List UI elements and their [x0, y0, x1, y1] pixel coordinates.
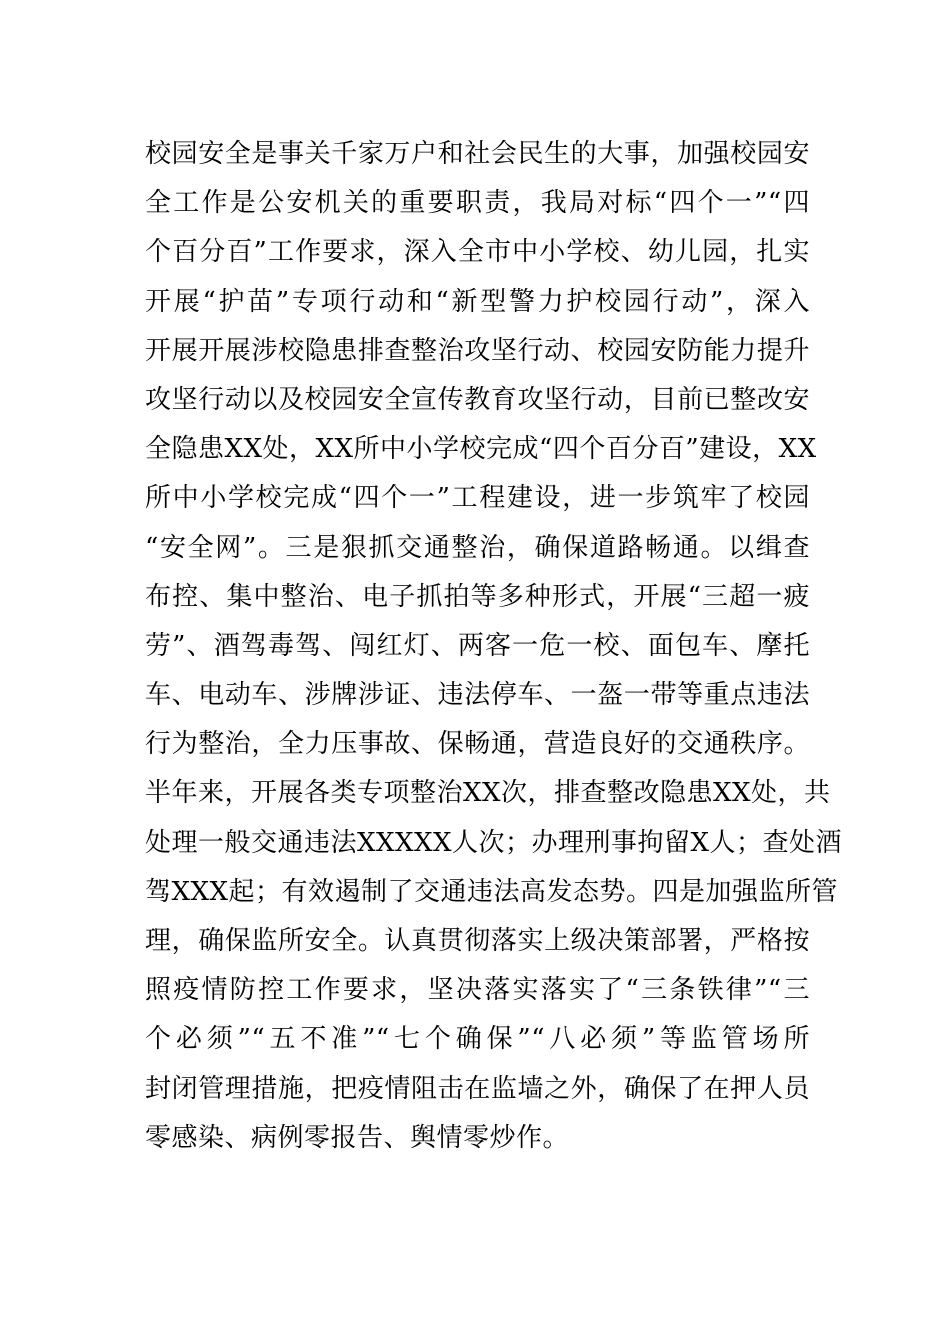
text-line: 个百分百”工作要求，深入全市中小学校、幼儿园，扎实 [145, 237, 810, 268]
text-line: 封闭管理措施，把疫情阻击在监墙之外，确保了在押人员 [145, 1073, 810, 1104]
text-line: 全工作是公安机关的重要职责，我局对标“四个一”“四 [145, 188, 810, 219]
text-line: 全隐患XX处，XX所中小学校完成“四个百分百”建设，XX [145, 434, 817, 465]
text-line: 校园安全是事关千家万户和社会民生的大事，加强校园安 [145, 139, 810, 169]
text-line: 处理一般交通违法XXXXX人次；办理刑事拘留X人；查处酒 [145, 827, 843, 858]
text-line: 理，确保监所安全。认真贯彻落实上级决策部署，严格按 [145, 926, 810, 956]
text-line: 车、电动车、涉牌涉证、违法停车、一盔一带等重点违法 [145, 680, 810, 711]
text-line: 行为整治，全力压事故、保畅通，营造良好的交通秩序。 [145, 729, 810, 760]
text-line: 劳”、酒驾毒驾、闯红灯、两客一危一校、面包车、摩托 [145, 630, 810, 661]
text-line: 半年来，开展各类专项整治XX次，排查整改隐患XX处，共 [145, 778, 831, 809]
text-line: 布控、集中整治、电子抓拍等多种形式，开展“三超一疲 [145, 581, 810, 612]
text-line: 攻坚行动以及校园安全宣传教育攻坚行动，目前已整改安 [145, 384, 810, 415]
text-line: 所中小学校完成“四个一”工程建设，进一步筑牢了校园 [145, 483, 810, 514]
text-line: 开展“护苗”专项行动和“新型警力护校园行动”，深入 [145, 286, 810, 317]
body-paragraph [145, 130, 843, 1163]
text-line: 个必须”“五不准”“七个确保”“八必须”等监管场所 [145, 1024, 810, 1055]
text-line: 照疫情防控工作要求，坚决落实落实了“三条铁律”“三 [145, 975, 810, 1006]
text-line: 零感染、病例零报告、舆情零炒作。 [145, 1122, 570, 1153]
text-line: “安全网”。三是狠抓交通整治，确保道路畅通。以缉查 [145, 532, 810, 563]
text-line: 驾XXX起；有效遏制了交通违法高发态势。四是加强监所管 [145, 876, 839, 907]
text-line: 开展开展涉校隐患排查整治攻坚行动、校园安防能力提升 [145, 335, 810, 366]
